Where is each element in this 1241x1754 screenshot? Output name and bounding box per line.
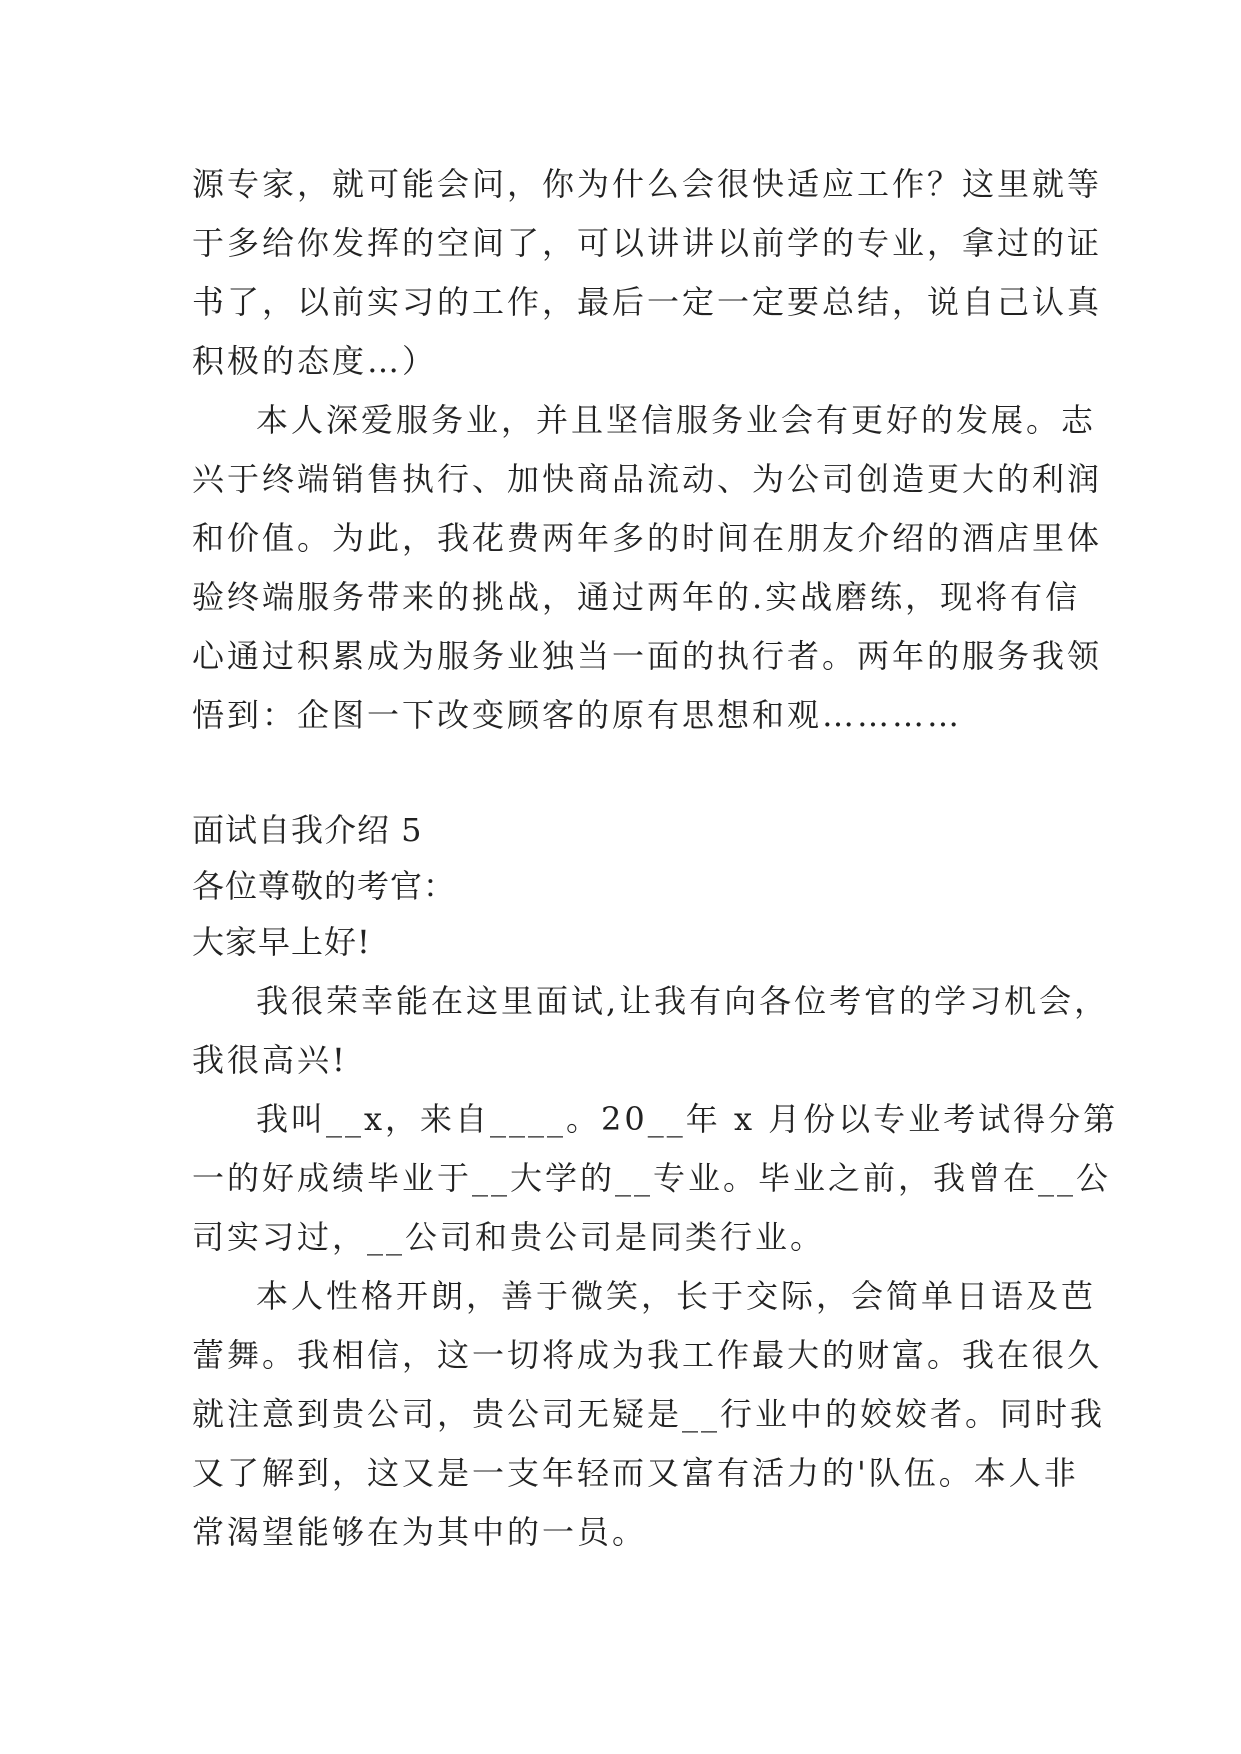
personality-line-2: 蕾舞。我相信，这一切将成为我工作最大的财富。我在很久 <box>192 1336 1103 1374</box>
section-title: 面试自我介绍 5 <box>192 811 423 849</box>
intro-line-3: 书了，以前实习的工作，最后一定一定要总结，说自己认真 <box>192 283 1103 321</box>
service-line-2: 兴于终端销售执行、加快商品流动、为公司创造更大的利润 <box>192 460 1103 498</box>
personality-line-1: 本人性格开朗，善于微笑，长于交际，会简单日语及芭 <box>256 1277 1097 1315</box>
name-line-1: 我叫__x，来自____。20__年 x 月份以专业考试得分第 <box>256 1100 1119 1138</box>
greeting: 大家早上好! <box>192 923 371 961</box>
thanks-line-1: 我很荣幸能在这里面试,让我有向各位考官的学习机会， <box>256 982 1110 1020</box>
intro-line-4: 积极的态度…） <box>192 342 438 380</box>
intro-line-1: 源专家，就可能会问，你为什么会很快适应工作？这里就等 <box>192 165 1103 203</box>
intro-line-2: 于多给你发挥的空间了，可以讲讲以前学的专业，拿过的证 <box>192 224 1103 262</box>
name-line-3: 司实习过，__公司和贵公司是同类行业。 <box>192 1218 826 1256</box>
salutation: 各位尊敬的考官： <box>192 867 457 905</box>
service-line-6: 悟到：企图一下改变顾客的原有思想和观………… <box>192 696 963 734</box>
service-line-1: 本人深爱服务业，并且坚信服务业会有更好的发展。志 <box>256 401 1097 439</box>
personality-line-4: 又了解到，这又是一支年轻而又富有活力的'队伍。本人非 <box>192 1454 1079 1492</box>
personality-line-5: 常渴望能够在为其中的一员。 <box>192 1513 648 1551</box>
name-line-2: 一的好成绩毕业于__大学的__专业。毕业之前，我曾在__公 <box>192 1159 1112 1197</box>
service-line-3: 和价值。为此，我花费两年多的时间在朋友介绍的酒店里体 <box>192 519 1103 557</box>
service-line-5: 心通过积累成为服务业独当一面的执行者。两年的服务我领 <box>192 637 1103 675</box>
thanks-line-2: 我很高兴! <box>192 1041 348 1079</box>
personality-line-3: 就注意到贵公司，贵公司无疑是__行业中的姣姣者。同时我 <box>192 1395 1106 1433</box>
service-line-4: 验终端服务带来的挑战，通过两年的.实战磨练，现将有信 <box>192 578 1081 616</box>
